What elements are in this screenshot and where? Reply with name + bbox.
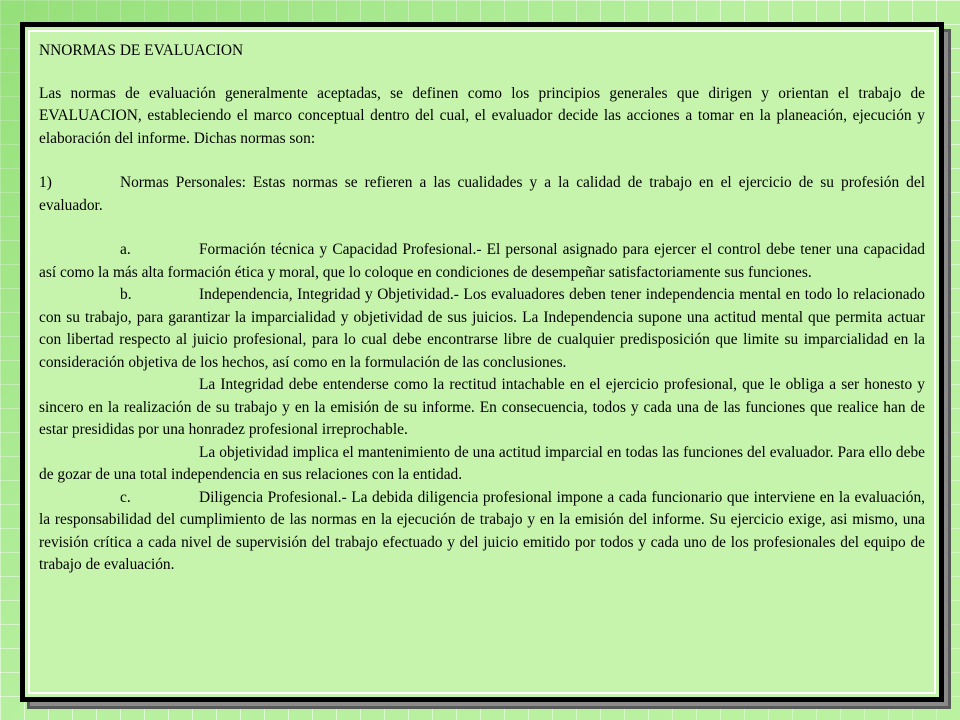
document-title: NNORMAS DE EVALUACION	[39, 42, 244, 59]
item-1-marker: 1)	[39, 174, 52, 191]
objetividad-paragraph: La objetividad implica el mantenimiento de una actitud imparcial en todas las funciones del evaluador. Para ello debe de gozar de una total independencia en sus relaciones con la entidad.	[39, 443, 925, 483]
item-c-text: Diligencia Profesional.- La debida diligencia profesional impone a cada funcionario que interviene en la evaluación, la responsabilidad del cumplimiento de las normas en la ejecución de trabajo y en la emisión del informe. Su ejercicio exige, asi mismo, una revisión crítica a cada nivel de supervisión del trabajo efectuado y del juicio emitido por todos y cada uno de los profesionales del equipo de trabajo de evaluación.	[39, 488, 925, 573]
item-b-marker: b.	[120, 286, 132, 303]
spacer	[39, 217, 925, 239]
intro-paragraph: Las normas de evaluación generalmente aceptadas, se definen como los principios generales que dirigen y orientan el trabajo de EVALUACION, estableciendo el marco conceptual dentro del cual, el evaluador decide las acciones a tomar en la planeación, ejecución y elaboración del informe. Dichas normas son:	[39, 84, 925, 147]
item-c-marker: c.	[120, 488, 131, 506]
item-a-paragraph	[39, 239, 925, 284]
item-1-text: Normas Personales: Estas normas se refieren a las cualidades y a la calidad de trabajo en el ejercicio de su profesión del evaluador.	[39, 174, 925, 214]
item-b-paragraph	[39, 284, 925, 374]
spacer	[39, 150, 925, 172]
integridad-paragraph: La Integridad debe entenderse como la rectitud intachable en el ejercicio profesional, que le obliga a ser honesto y sincero en la realización de su trabajo y en la emisión de su informe. En consecuencia, todos y cada una de las funciones que realice han de estar presididas por una honradez profesional irreprochable.	[39, 376, 925, 438]
item-1-paragraph	[39, 172, 925, 217]
slide-frame	[20, 22, 944, 702]
item-a-text: Formación técnica y Capacidad Profesional.- El personal asignado para ejercer el control debe tener una capacidad así como la más alta formación ética y moral, que lo coloque en condiciones de desempeñar satisfactoriamente sus funciones.	[39, 241, 925, 281]
item-b-text: Independencia, Integridad y Objetividad.- Los evaluadores deben tener independencia mental en todo lo relacionado con su trabajo, para garantizar la imparcialidad y objetividad de sus juicios. La Independencia supone una actitud mental que permita actuar con libertad respecto al juicio profesional, para lo cual debe encontrarse libre de cualquier predisposición que limite su imparcialidad en la consideración objetiva de los hechos, así como en la formulación de las conclusiones.	[39, 286, 925, 371]
item-c-paragraph	[39, 487, 925, 577]
slide-content	[39, 40, 925, 577]
item-a-marker: a.	[120, 241, 131, 258]
